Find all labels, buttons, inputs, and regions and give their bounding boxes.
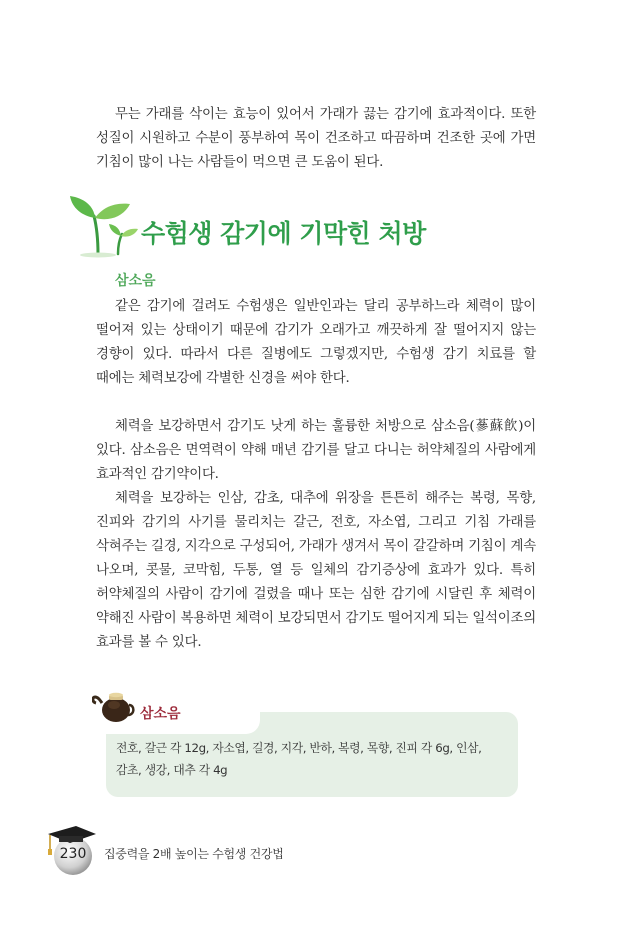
subheading: 삼소음 (115, 273, 156, 289)
recipe-ingredients: 전호, 갈근 각 12g, 자소엽, 길경, 지각, 반하, 복령, 목향, 진피 각 6g, 인삼, 감초, 생강, 대추 각 4g (116, 741, 482, 777)
body-paragraph-1: 같은 감기에 걸려도 수험생은 일반인과는 달리 공부하느라 체력이 많이 떨어져 있는 상태이기 때문에 감기가 오래가고 깨끗하게 잘 떨어지지 않는 경향이 있다. 따라서 다른 질병에도 그렇겠지만, 수험생 감기 치료를 할 때에는 체력보강에 각별한 신경을 써야 한다. (96, 299, 536, 386)
section-heading: 수험생 감기에 기막힌 처방 (141, 219, 426, 248)
intro-paragraph: 무는 가래를 삭이는 효능이 있어서 가래가 끓는 감기에 효과적이다. 또한 성질이 시원하고 수분이 풍부하여 목이 건조하고 따끔하며 건조한 곳에 가면 기침이 많이 나는 사람들이 먹으면 큰 도움이 된다. (96, 107, 536, 170)
body-paragraph-3: 체력을 보강하는 인삼, 감초, 대추에 위장을 튼튼히 해주는 복령, 목향, 진피와 감기의 사기를 물리치는 갈근, 전호, 자소엽, 그리고 기침 가래를 삭혀주는 길경, 지각으로 구성되어, 가래가 생겨서 목이 갈갈하며 기침이 계속 나오며, 콧물, 코막힘, 두통, 열 등 일체의 감기증상에 효과가 있다. 특히 허약체질의 사람이 감기에 걸렸을 때나 또는 심한 감기에 시달린 후 체력이 약해진 사람이 복용하면 체력이 보강되면서 감기도 떨어지게 되는 일석이조의 효과를 볼 수 있다. (96, 491, 536, 650)
recipe-title: 삼소음 (140, 706, 181, 722)
sprout-icon (68, 194, 140, 258)
book-title: 집중력을 2배 높이는 수험생 건강법 (104, 847, 284, 861)
body-paragraph-2: 체력을 보강하면서 감기도 낫게 하는 훌륭한 처방으로 삼소음(蔘蘇飮)이 있다. 삼소음은 면역력이 약해 매년 감기를 달고 다니는 허약체질의 사람에게 효과적인 감기약이다. (96, 419, 536, 482)
teapot-icon (92, 689, 136, 725)
page-footer (40, 824, 600, 876)
page-number: 230 (59, 846, 87, 862)
section-heading-block (68, 194, 548, 258)
